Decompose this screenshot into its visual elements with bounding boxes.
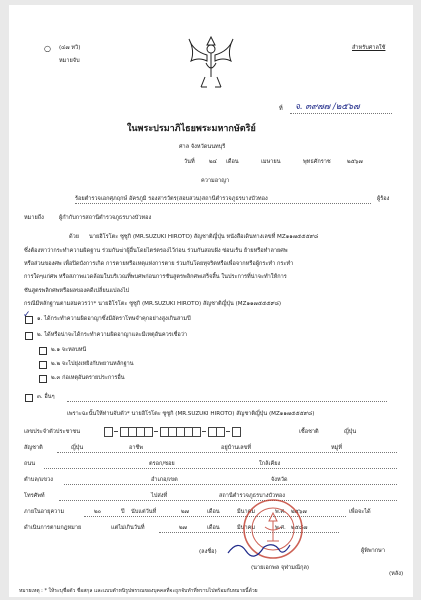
- date-month: เมษายน: [261, 159, 281, 165]
- from-month: มีนาคม: [237, 509, 256, 515]
- court-name: ศาล จังหวัดนนทบุรี: [179, 144, 226, 150]
- case-type: ความอาญา: [201, 178, 230, 184]
- year-label: พุทธศักราช: [303, 159, 331, 165]
- date-prefix: วันที่: [184, 159, 195, 165]
- deliver-to: สถานีตำรวจภูธรบางบัวทอง: [219, 493, 285, 499]
- address-label: อยู่บ้านเลขที่: [221, 445, 252, 451]
- ref-label: ที่: [279, 106, 283, 112]
- road-label: ถนน: [24, 461, 36, 467]
- sign-label: (ลงชื่อ): [199, 549, 217, 555]
- to-month: มีนาคม: [237, 525, 256, 531]
- body-line-4: การใดๆแก่ศพ หรือสภาพแวดล้อมในบริเวณที่พบศพก่อนการชันสูตรพลิกศพเสร็จสิ้น ในประการที่น่าจะทำให้การ: [24, 274, 287, 280]
- option-2-checkbox[interactable]: [25, 332, 33, 340]
- district-label: อำเภอ/เขต: [151, 477, 178, 483]
- within-label: ภายในอายุความ: [24, 509, 65, 515]
- to-year: ๒๕๘๗: [291, 525, 308, 531]
- years-unit: ปี: [121, 509, 125, 515]
- body-line-2: ซึ่งต้องหาว่ากระทำความผิดฐาน ร่วมกันฆ่าผู้อื่นโดยไตร่ตรองไว้ก่อน ร่วมกันสอบฝัง ซ่อนเร้น ย้ายหรือทำลายศพ: [24, 248, 288, 254]
- from-year-label: พ.ศ.: [275, 509, 286, 515]
- phone-label: โทรศัพท์: [24, 493, 45, 499]
- body-line-1: นายฮิโรโตะ ซูซูกิ (MR.SUZUKI HIROTO) สัญชาติญี่ปุ่น หนังสือเดินทางเลขที่ MZ๑๑๗๕๕๕๙๘: [89, 234, 319, 240]
- option-2-1-checkbox[interactable]: [39, 347, 47, 355]
- race-label: เชื้อชาติ: [299, 429, 319, 435]
- option-1-check-icon: ✓: [23, 310, 31, 320]
- royal-title: ในพระปรมาภิไธยพระมหากษัตริย์: [127, 124, 256, 134]
- option-2-2-label: ๒.๒ จะไปยุ่งเหยิงกับพยานหลักฐาน: [51, 361, 134, 367]
- option-2-3-checkbox[interactable]: [39, 375, 47, 383]
- body-line-6: กรณีมีหลักฐานตามสมควรว่า* นายฮิโรโตะ ซูซูกิ (MR.SUZUKI HIROTO) สัญชาติญี่ปุ่น (MZ๑๑๗๕๕๕๙๘): [24, 301, 282, 307]
- race-value: ญี่ปุ่น: [344, 429, 357, 435]
- option-2-3-label: ๒.๓ ก่อเหตุอันตรายประการอื่น: [51, 375, 125, 381]
- id-label: เลขประจำตัวประชาชน: [24, 429, 81, 435]
- sig-note: (หลัง): [389, 571, 404, 577]
- option-2-1-label: ๒.๑ จะหลบหนี: [51, 347, 87, 353]
- province-label: จังหวัด: [271, 477, 288, 483]
- from-label: นับแต่วันที่: [131, 509, 157, 515]
- soi-label: ตรอก/ซอย: [149, 461, 175, 467]
- from-year: ๒๕๖๗: [291, 509, 307, 515]
- deliver-label: ไปส่งที่: [151, 493, 168, 499]
- footnote: หมายเหตุ : * ให้ระบุชื่อตัว ชื่อสกุล และแบบตำหนิรูปพรรณของบุคคลที่จะถูกจับทำที่ทราบไปพร้อมกับหมายนี้ด้วย: [19, 588, 258, 594]
- option-3-checkbox[interactable]: [25, 394, 33, 402]
- form-code: (๔๗ ทวิ): [59, 45, 81, 51]
- judge-name: (นายเอกพล จุฬามณีกุล): [251, 565, 310, 571]
- recipient: ผู้กำกับการสถานีตำรวจภูธรบางบัวทอง: [59, 215, 152, 221]
- to-day: ๒๗: [179, 525, 187, 531]
- garuda-emblem-icon: [187, 33, 235, 91]
- date-day: ๒๔: [209, 159, 217, 165]
- from-day: ๒๗: [181, 509, 189, 515]
- warrant-page: [9, 5, 413, 597]
- nationality-label: สัญชาติ: [24, 445, 43, 451]
- option-2-2-checkbox[interactable]: [39, 361, 47, 369]
- judge-signature: [224, 537, 294, 559]
- moo-label: หมู่ที่: [331, 445, 343, 451]
- to-label: หมายถึง: [24, 215, 44, 221]
- nationality-value: ญี่ปุ่น: [71, 445, 84, 451]
- judge-role: ผู้พิพากษา: [361, 548, 386, 554]
- purpose-label: เพื่อจะได้: [349, 509, 371, 515]
- subdistrict-label: ตำบล/แขวง: [24, 477, 53, 483]
- body-line-5: ชันสูตรพลิกศพหรือผลของคดีเปลี่ยนแปลงไป: [24, 288, 130, 294]
- option-1-label: ๑. ได้กระทำความผิดอาญาซึ่งมีอัตราโทษจำคุกอย่างสูงเกินสามปี: [37, 316, 191, 322]
- proceed-label: ดำเนินการตามกฎหมาย: [24, 525, 82, 531]
- years-value: ๒๐: [94, 509, 102, 515]
- to-month-label: เดือน: [207, 525, 220, 531]
- near-label: ใกล้เคียง: [259, 461, 281, 467]
- body-prefix: ด้วย: [69, 234, 80, 240]
- but-label: แต่ไม่เกินวันที่: [111, 525, 145, 531]
- ref-number: จ. ๓๙๗๗ /๒๕๖๗: [295, 102, 360, 112]
- court-use-label: สำหรับศาลใช้: [352, 45, 386, 51]
- complainant: ร้อยตำรวจเอกศุภฤกษ์ อัครภูมิ รองสารวัตร(สอบสวน)สถานีตำรวจภูธรบางบัวทอง: [75, 196, 268, 202]
- body-line-3: หรือส่วนของศพ เพื่อปิดบังการเกิด การตายหรือเหตุแห่งการตาย ร่วมกันโดยทุจริตหรือเพื่อจากหรือผู้กระทำ กระทำ: [24, 261, 294, 267]
- month-label: เดือน: [226, 159, 239, 165]
- date-year: ๒๕๖๗: [347, 159, 363, 165]
- option-2-label: ๒. ได้หรือน่าจะได้กระทำความผิดอาญาและมีเหตุอันควรเชื่อว่า: [37, 332, 188, 338]
- occupation-label: อาชีพ: [129, 445, 143, 451]
- person-intro: เพราะฉะนั้นให้ท่านจับตัว* นายฮิโรโตะ ซูซูกิ (MR.SUZUKI HIROTO) สัญชาติญี่ปุ่น (MZ๑๑๗๕๕๕๙๘): [67, 411, 315, 417]
- from-month-label: เดือน: [207, 509, 220, 515]
- complainant-role: ผู้ร้อง: [377, 196, 390, 202]
- to-year-label: พ.ศ.: [275, 525, 286, 531]
- option-3-label: ๓. อื่นๆ: [37, 394, 55, 400]
- warrant-label: หมายจับ: [59, 58, 80, 64]
- form-circle: ○: [44, 44, 51, 53]
